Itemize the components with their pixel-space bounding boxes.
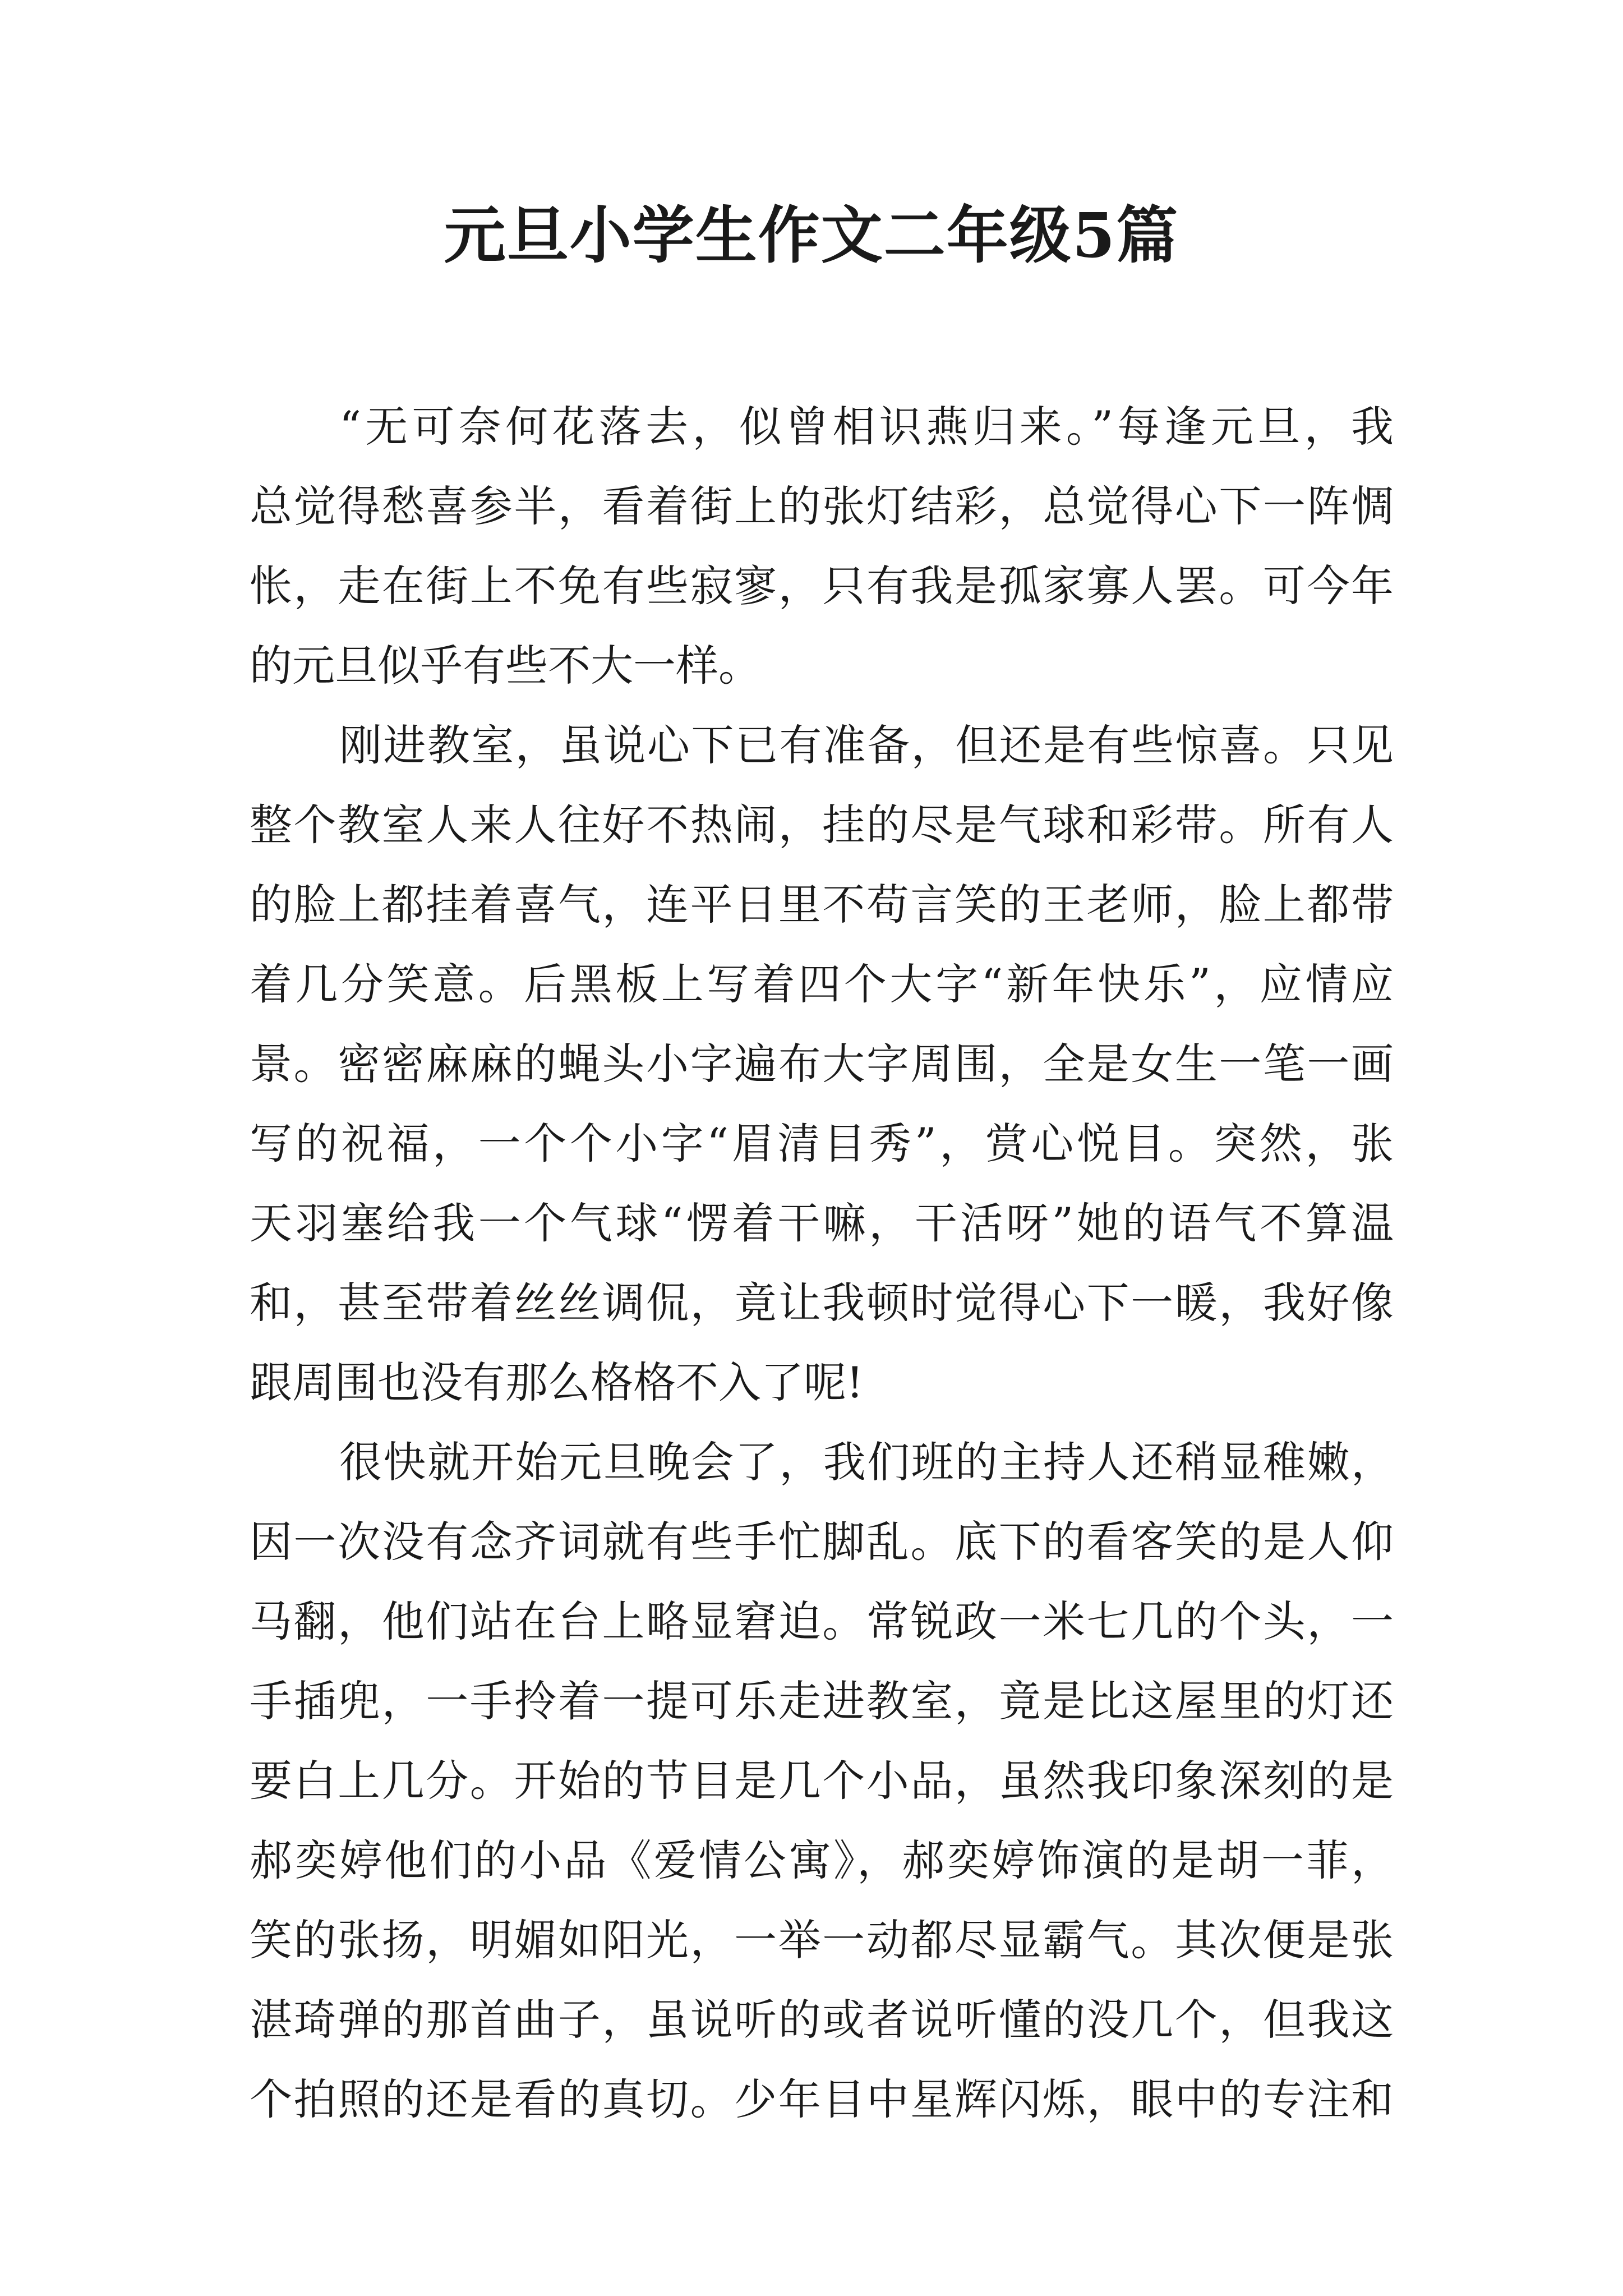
paragraph-line: 刚进教室，虽说心下已有准备，但还是有些惊喜。只见 (339, 720, 1394, 770)
paragraph-line: 很快就开始元旦晚会了，我们班的主持人还稍显稚嫩， (339, 1437, 1394, 1487)
paragraph-line: 总觉得愁喜参半，看着街上的张灯结彩，总觉得心下一阵惆 (250, 481, 1394, 531)
paragraph-line: 景。密密麻麻的蝇头小字遍布大字周围，全是女生一笔一画 (250, 1039, 1394, 1089)
paragraph-line: 怅，走在街上不免有些寂寥，只有我是孤家寡人罢。可今年 (250, 561, 1394, 611)
paragraph-2 (250, 706, 1394, 1423)
paragraph-line: 笑的张扬，明媚如阳光，一举一动都尽显霸气。其次便是张 (250, 1915, 1394, 1965)
paragraph-line: 个拍照的还是看的真切。少年目中星辉闪烁，眼中的专注和 (250, 2074, 1394, 2124)
paragraph-line: 的元旦似乎有些不大一样。 (250, 641, 761, 691)
paragraph-3 (250, 1423, 1394, 2139)
paragraph-line: “无可奈何花落去，似曾相识燕归来。”每逢元旦，我 (339, 402, 1394, 452)
paragraph-line: 因一次没有念齐词就有些手忙脚乱。底下的看客笑的是人仰 (250, 1517, 1394, 1567)
document-title: 元旦小学生作文二年级5篇 (444, 199, 1179, 272)
paragraph-line: 和，甚至带着丝丝调侃，竟让我顿时觉得心下一暖，我好像 (250, 1278, 1394, 1328)
paragraph-line: 着几分笑意。后黑板上写着四个大字“新年快乐”，应情应 (250, 959, 1394, 1009)
paragraph-line: 马翻，他们站在台上略显窘迫。常锐政一米七几的个头，一 (250, 1596, 1394, 1646)
paragraph-line: 天羽塞给我一个气球“愣着干嘛，干活呀”她的语气不算温 (250, 1198, 1394, 1248)
document-body (250, 387, 1394, 2139)
paragraph-1 (250, 387, 1394, 706)
paragraph-line: 湛琦弹的那首曲子，虽说听的或者说听懂的没几个，但我这 (250, 1995, 1394, 2045)
paragraph-line: 跟周围也没有那么格格不入了呢! (250, 1358, 864, 1407)
paragraph-line: 要白上几分。开始的节目是几个小品，虽然我印象深刻的是 (250, 1756, 1394, 1806)
paragraph-line: 的脸上都挂着喜气，连平日里不苟言笑的王老师，脸上都带 (250, 880, 1394, 930)
paragraph-line: 写的祝福，一个个小字“眉清目秀”，赏心悦目。突然，张 (250, 1119, 1394, 1168)
paragraph-line: 手插兜，一手拎着一提可乐走进教室，竟是比这屋里的灯还 (250, 1676, 1394, 1726)
paragraph-line: 郝奕婷他们的小品《爱情公寓》，郝奕婷饰演的是胡一菲， (250, 1835, 1394, 1885)
paragraph-line: 整个教室人来人往好不热闹，挂的尽是气球和彩带。所有人 (250, 800, 1394, 850)
